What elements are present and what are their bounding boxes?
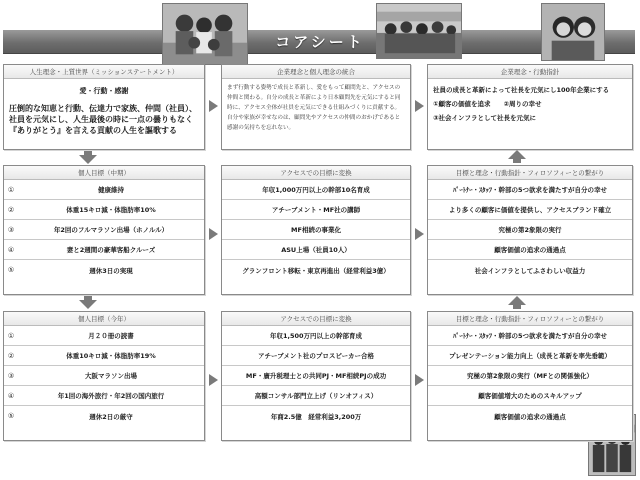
list-item: ① 月２０冊の読書 [4,326,204,346]
list-item: より多くの顧客に価値を提供し、アクセスブランド確立 [428,200,632,220]
panel-header: アクセスでの目標に変換 [222,312,410,326]
life-purpose-text: 圧倒的な知恵と行動、伝達力で家族、仲間（社員）、社員を元気にし、人生最後の時に一点の曇りもなく『ありがとう』を言える貢献の人生を謳歌する [9,104,197,135]
panel-header: 企業理念・行動指針 [428,65,632,79]
list-item: ② 体重15キロ減・体脂肪率10% [4,200,204,220]
corporate-philosophy-panel [427,64,633,150]
list-item: 顧客価値増大のためのスキルアップ [428,386,632,406]
arrow-right-icon [415,100,424,112]
mid-connection-panel [427,165,633,295]
list-item: MF相続の事業化 [222,220,410,240]
integration-panel [221,64,411,150]
list-item: ① 健康維持 [4,180,204,200]
list-item: 年収1,500万円以上の幹部育成 [222,326,410,346]
life-philosophy-panel [3,64,205,150]
arrow-up-icon [508,296,526,305]
list-item: ﾊﾟｰﾄﾅｰ・ｽﾀｯﾌ・幹部の5つ欲求を満たすが自分の幸せ [428,180,632,200]
list-item: プレゼンテーション能力向上（成長と革新を率先垂範） [428,346,632,366]
goal-list [428,180,632,280]
list-item: 年収1,000万円以上の幹部10名育成 [222,180,410,200]
portrait-photo-icon [541,3,605,61]
annual-connection-panel [427,311,633,441]
list-item: ④ 年1回の海外旅行・年2回の国内旅行 [4,386,204,406]
annual-access-goals-panel [221,311,411,441]
arrow-up-icon [508,150,526,159]
list-item: 究極の第2象限の実行（MFとの関係強化） [428,366,632,386]
list-item: グランフロント移転・東京再進出（経常利益3億） [242,266,390,275]
guideline-1-2: ①顧客の価値を追求 ②周りの幸せ [433,100,542,108]
panel-header: 個人目標（今年） [4,312,204,326]
list-item: ⑤ 週休2日の厳守 [7,412,133,421]
life-motto: 愛・行動・感謝 [79,87,129,95]
panel-header: 目標と理念・行動指針・フィロソフィーとの繋がり [428,166,632,180]
panel-header: アクセスでの目標に変換 [222,166,410,180]
arrow-right-icon [415,228,424,240]
list-item: 顧客価値の追求の通過点 [494,412,566,421]
list-item: ASU上場（社員10人） [222,240,410,260]
panel-header: 企業理念と個人理念の統合 [222,65,410,79]
arrow-right-icon [415,374,424,386]
list-item: 高額コンサル部門立上げ（リンオフィス） [222,386,410,406]
list-item: ﾊﾟｰﾄﾅｰ・ｽﾀｯﾌ・幹部の5つ欲求を満たすが自分の幸せ [428,326,632,346]
list-item: MF・廣升税理士との共同PJ・MF相続PJの成功 [222,366,410,386]
list-item: ② 体重10キロ減・体脂肪率19% [4,346,204,366]
list-item: 年商2.5億 経常利益3,200万 [270,412,362,421]
list-item: ③ 年2回のフルマラソン出場（ホノルル） [4,220,204,240]
list-item: 究極の第2象限の実行 [428,220,632,240]
arrow-right-icon [209,100,218,112]
integration-text: まず行動する姿勢で成長と革新し、愛をもって顧問先と、アクセスの仲間と関わる。自分の成長と革新により日本顧問先を元気にすると同時に、アクセス全体が社員を元気にできる仕組みづくりに貢献する。自分や家族が幸せなのは、顧問先やアクセスの仲間のおかげであると感謝の気持ちを忘れない。 [227,85,401,131]
arrow-right-icon [209,228,218,240]
panel-header: 個人目標（中期） [4,166,204,180]
mid-access-goals-panel [221,165,411,295]
list-item: ④ 妻と2週間の豪華客船クルーズ [4,240,204,260]
list-item: ⑤ 週休3日の実現 [7,266,133,275]
arrow-down-icon [79,300,97,309]
page-title: コアシート [275,33,365,51]
arrow-down-icon [79,155,97,164]
goal-list [222,326,410,426]
panel-header: 人生理念・上質世界（ミッションステートメント） [4,65,204,79]
arrow-right-icon [209,374,218,386]
goal-list [4,180,204,280]
list-item: ③ 大阪マラソン出場 [4,366,204,386]
annual-goals-panel [3,311,205,441]
list-item: アチーブメント・MF社の講師 [222,200,410,220]
goal-list [428,326,632,426]
guideline-3: ③社会インフラとして社長を元気に [433,114,537,122]
mid-term-goals-panel [3,165,205,295]
list-item: 社会インフラとしてふさわしい収益力 [474,266,586,275]
corporate-mission: 社員の成長と革新によって社長を元気にし100年企業にする [433,86,610,94]
panel-header: 目標と理念・行動指針・フィロソフィーとの繋がり [428,312,632,326]
list-item: 顧客価値の追求の通過点 [428,240,632,260]
goal-list [4,326,204,426]
family-photo-icon [162,3,248,65]
group-photo-icon [376,3,462,59]
goal-list [222,180,410,280]
list-item: アチーブメント社のプロスピーカー合格 [222,346,410,366]
